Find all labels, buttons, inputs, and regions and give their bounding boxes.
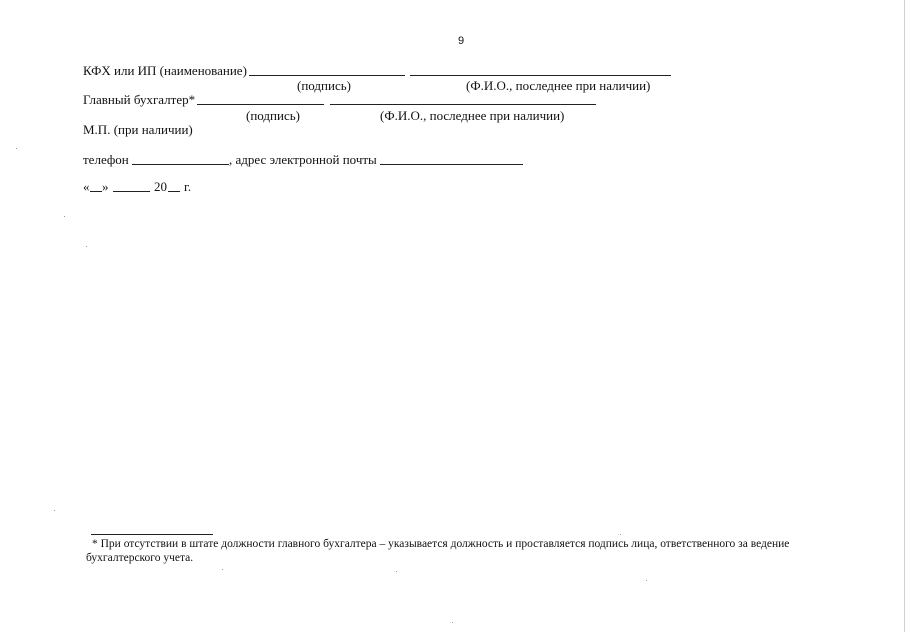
seal-label: М.П. (при наличии) bbox=[83, 122, 193, 137]
kfh-signature-line[interactable] bbox=[249, 75, 405, 76]
date-open-quote: « bbox=[83, 179, 90, 194]
page-number: 9 bbox=[458, 35, 465, 47]
accountant-fio-caption: (Ф.И.О., последнее при наличии) bbox=[380, 108, 565, 123]
scan-speck bbox=[54, 510, 55, 511]
phone-line[interactable] bbox=[132, 164, 229, 165]
kfh-fio-caption: (Ф.И.О., последнее при наличии) bbox=[466, 78, 651, 93]
accountant-signature-line[interactable] bbox=[197, 104, 324, 105]
accountant-fio-line[interactable] bbox=[330, 104, 596, 105]
accountant-label: Главный бухгалтер* bbox=[83, 92, 196, 107]
accountant-signature-caption: (подпись) bbox=[246, 108, 300, 123]
kfh-signature-caption: (подпись) bbox=[297, 78, 351, 93]
scan-speck bbox=[396, 571, 397, 572]
scan-speck bbox=[620, 534, 621, 535]
date-year-line[interactable] bbox=[168, 191, 180, 192]
date-close-quote: » bbox=[102, 179, 109, 194]
scan-speck bbox=[86, 246, 87, 247]
phone-label: телефон bbox=[83, 152, 129, 167]
scan-speck bbox=[16, 148, 17, 149]
date-year-prefix: 20 bbox=[154, 179, 167, 194]
date-suffix: г. bbox=[184, 179, 192, 194]
scan-speck bbox=[452, 622, 453, 623]
scan-speck bbox=[646, 580, 647, 581]
email-line[interactable] bbox=[380, 164, 523, 165]
scan-speck bbox=[222, 569, 223, 570]
scan-speck bbox=[64, 216, 65, 217]
date-month-line[interactable] bbox=[113, 191, 150, 192]
footnote-line-2: бухгалтерского учета. bbox=[86, 552, 194, 564]
footnote-line-1: * При отсутствии в штате должности главного бухгалтера – указывается должность и проставляется подпись лица, ответственного за ведение bbox=[92, 538, 790, 550]
date-day-line[interactable] bbox=[90, 191, 102, 192]
kfh-label: КФХ или ИП (наименование) bbox=[83, 63, 247, 78]
kfh-fio-line[interactable] bbox=[410, 75, 671, 76]
footnote-separator bbox=[91, 534, 213, 535]
email-label: , адрес электронной почты bbox=[229, 152, 377, 167]
